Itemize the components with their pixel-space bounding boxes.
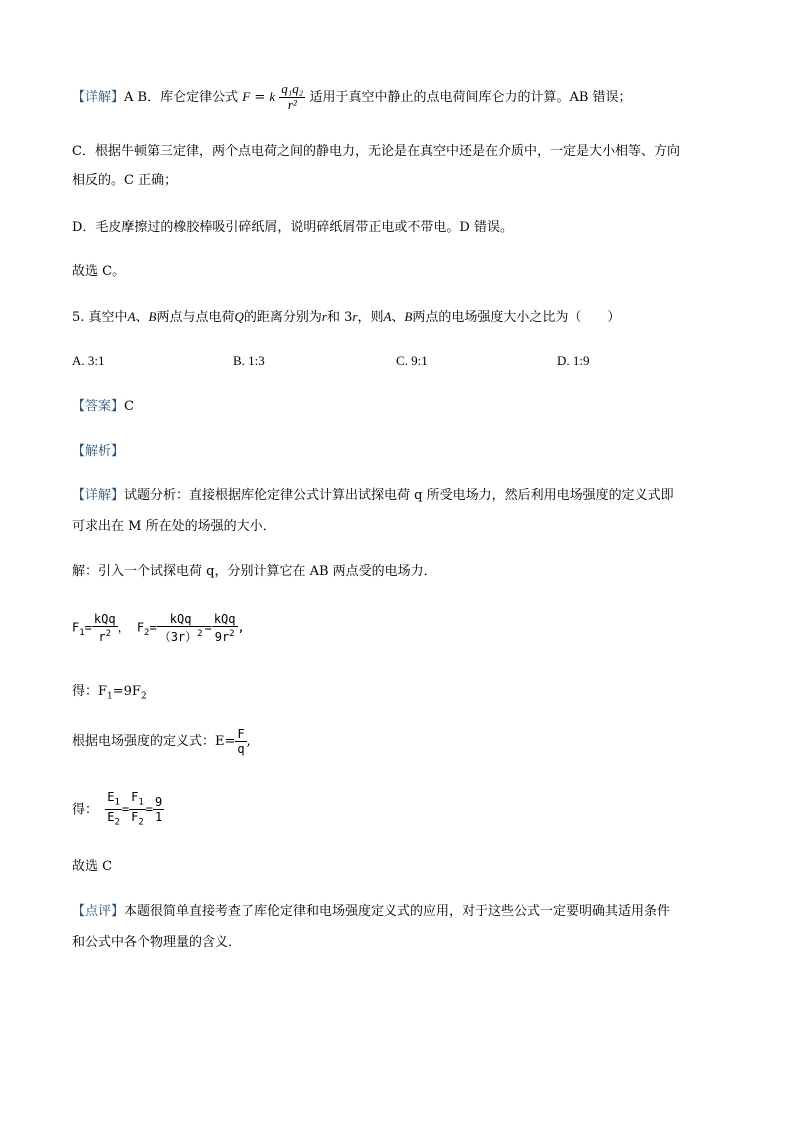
q4-option-c-line2: 相反的。C 正确； — [72, 173, 178, 188]
q4-conclusion: 故选 C。 — [72, 264, 126, 279]
option-a: A. 3:1 — [72, 353, 105, 368]
detail-label: 【详解】 — [72, 90, 125, 105]
answer-value: C — [124, 399, 134, 414]
result-field-ratio: 得： $\frac{E_1}{E_2}$ = $\frac{F_1}{F_2}$ = $\frac{9}{1}$ — [72, 790, 163, 828]
option-c: C. 9:1 — [396, 353, 428, 368]
force-formulas: $F_1=$ $\frac{\text{kQq}}{r^2}$ ， $F_2=$ $\frac{\text{kQq}}{(3r)^2}$ = $\frac{\text{kQq}}{9r^2}$ , — [72, 612, 245, 644]
q5-detail-line1: 【详解】试题分析：直接根据库伦定律公式计算出试探电荷 q 所受电场力，然后利用电场强度的定义式即 — [72, 488, 674, 503]
q4-option-c-line1: C．根据牛顿第三定律，两个点电荷之间的静电力，无论是在真空中还是在介质中，一定是大小相等、方向 — [72, 144, 680, 159]
answer-label: 【答案】 — [72, 399, 125, 414]
answer — [72, 398, 134, 416]
comment-line1: 【点评】本题很简单直接考查了库伦定律和电场强度定义式的应用，对于这些公式一定要明确其适用条件 — [72, 904, 671, 919]
coulomb-formula-fraction: $\frac{\text{q₁q₂}}{\text{r²}}$ — [281, 81, 304, 112]
analysis-label: 【解析】 — [72, 444, 125, 459]
q5-conclusion: 故选 C — [72, 859, 113, 874]
field-definition: 根据电场强度的定义式：E= $\frac{F}{q}$ , — [72, 727, 251, 756]
comment-line2: 和公式中各个物理量的含义． — [72, 935, 242, 950]
option-b: B. 1:3 — [233, 353, 265, 368]
q4-option-d: D．毛皮摩擦过的橡胶棒吸引碎纸屑，说明碎纸屑带正电或不带电。D 错误。 — [72, 220, 513, 235]
solution-line: 解：引入一个试探电荷 q，分别计算它在 AB 两点受的电场力． — [72, 564, 437, 579]
q5-detail-line2: 可求出在 M 所在处的场强的大小． — [72, 519, 276, 534]
result-force-ratio: 得：$F_1=9F_2$ — [72, 684, 147, 702]
q5-stem: 5. 真空中A、B两点与点电荷Q的距离分别为r和 3r，则A、B两点的电场强度大小之比为（ ） — [72, 309, 621, 325]
option-d: D. 1:9 — [557, 353, 590, 368]
q4-detail-ab: 【详解】A B．库仑定律公式 F = k $\frac{\text{q₁q₂}}{\text{r²}}$ 适用于真空中静止的点电荷间库仑力的计算。AB 错误； — [72, 81, 632, 112]
